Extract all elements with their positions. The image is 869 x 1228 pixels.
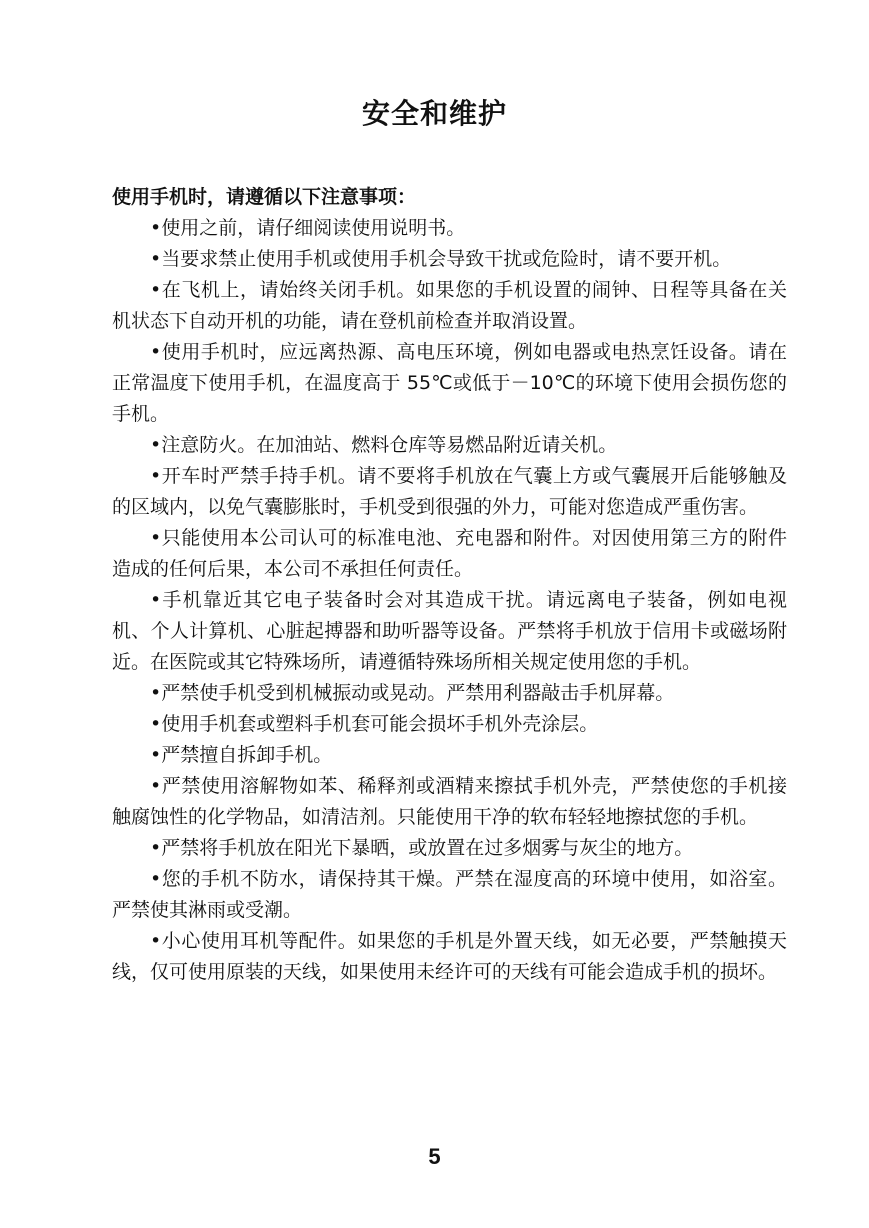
document-body — [112, 182, 787, 988]
safety-item: •注意防火。在加油站、燃料仓库等易燃品附近请关机。 — [150, 434, 618, 456]
safety-item: •只能使用本公司认可的标准电池、充电器和附件。对因使用第三方的附件造成的任何后果，本公司不承担任何责任。 — [112, 527, 787, 580]
safety-item: •严禁使手机受到机械振动或晃动。严禁用利器敲击手机屏幕。 — [150, 682, 675, 704]
safety-item: •当要求禁止使用手机或使用手机会导致干扰或危险时，请不要开机。 — [150, 248, 732, 270]
page-number: 5 — [428, 1144, 441, 1169]
safety-item: •严禁将手机放在阳光下暴晒，或放置在过多烟雾与灰尘的地方。 — [150, 837, 694, 859]
safety-item: •在飞机上，请始终关闭手机。如果您的手机设置的闹钟、日程等具备在关机状态下自动开机的功能，请在登机前检查并取消设置。 — [112, 279, 787, 332]
safety-item: •开车时严禁手持手机。请不要将手机放在气囊上方或气囊展开后能够触及的区域内，以免气囊膨胀时，手机受到很强的外力，可能对您造成严重伤害。 — [112, 465, 787, 518]
safety-item: •使用手机套或塑料手机套可能会损坏手机外壳涂层。 — [150, 713, 599, 735]
safety-item: •严禁擅自拆卸手机。 — [150, 744, 333, 766]
safety-item: •使用之前，请仔细阅读使用说明书。 — [150, 217, 466, 239]
intro-heading: 使用手机时，请遵循以下注意事项： — [112, 186, 417, 208]
safety-item: •手机靠近其它电子装备时会对其造成干扰。请远离电子装备，例如电视机、个人计算机、心脏起搏器和助听器等设备。严禁将手机放于信用卡或磁场附近。在医院或其它特殊场所，请遵循特殊场所相关规定使用您的手机。 — [112, 589, 787, 673]
safety-item: •使用手机时，应远离热源、高电压环境，例如电器或电热烹饪设备。请在正常温度下使用手机，在温度高于 55℃或低于－10℃的环境下使用会损伤您的手机。 — [112, 341, 787, 425]
safety-item: •小心使用耳机等配件。如果您的手机是外置天线，如无必要，严禁触摸天线，仅可使用原装的天线，如果使用未经许可的天线有可能会造成手机的损坏。 — [112, 930, 787, 983]
safety-item: •严禁使用溶解物如苯、稀释剂或酒精来擦拭手机外壳，严禁使您的手机接触腐蚀性的化学物品，如清洁剂。只能使用干净的软布轻轻地擦拭您的手机。 — [112, 775, 787, 828]
page-title: 安全和维护 — [361, 97, 507, 130]
safety-item: •您的手机不防水，请保持其干燥。严禁在湿度高的环境中使用，如浴室。严禁使其淋雨或受潮。 — [112, 868, 787, 921]
